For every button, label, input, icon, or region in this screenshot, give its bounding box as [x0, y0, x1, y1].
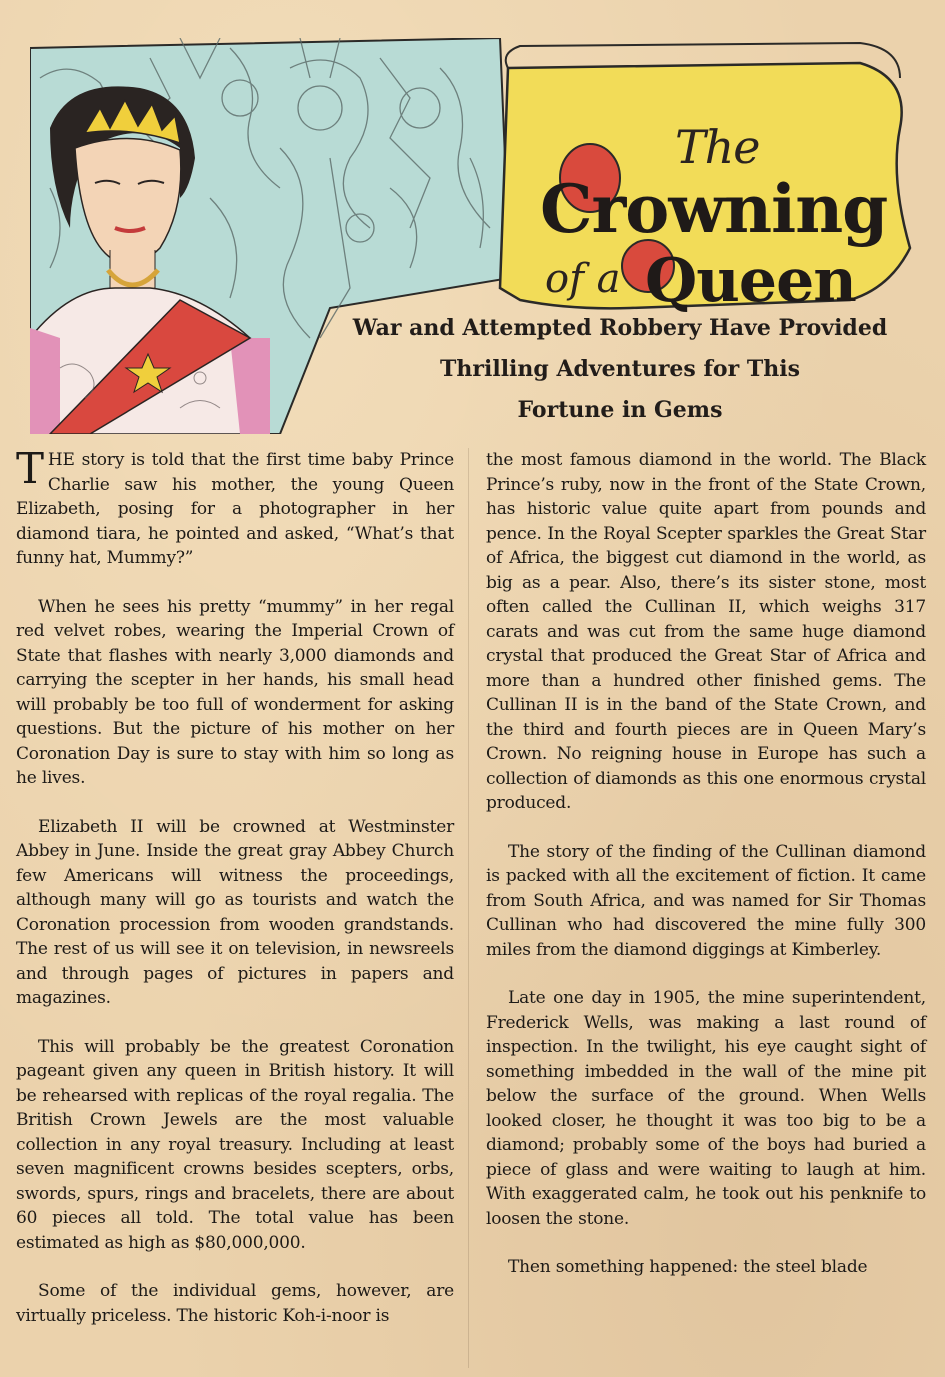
paragraph: Elizabeth II will be crowned at Westminster Abbey in June. Inside the great gray Abbey Church few Americans will witness the proceedings, although many will go as tourists and watch the Coronation procession from wooden grandstands. The rest of us will see it on television, in newsreels and through pages of pictures in papers and magazines.	[16, 816, 454, 1008]
paragraph: Then something happened: the steel blade	[508, 1257, 868, 1277]
subtitle-line-1: War and Attempted Robbery Have Provided	[352, 315, 888, 341]
paragraph	[16, 444, 454, 571]
title-the: The	[675, 120, 760, 174]
column-right	[486, 448, 926, 1304]
subtitle-line-2: Thrilling Adventures for This	[440, 356, 800, 382]
paragraph: When he sees his pretty “mummy” in her regal red velvet robes, wearing the Imperial Crown of State that flashes with nearly 3,000 diamonds and carrying the scepter in her hands, his small head will probably be too full of wonderment for asking questions. But the picture of his mother on her Coronation Day is sure to stay with him so long as he lives.	[16, 596, 454, 788]
paragraph: The story of the finding of the Cullinan diamond is packed with all the excitement of fiction. It came from South Africa, and was named for Sir Thomas Cullinan who had discovered the mine fully 300 miles from the diamond diggings at Kimberley.	[486, 841, 926, 960]
title-queen: Queen	[645, 246, 856, 316]
paragraph: Late one day in 1905, the mine superintendent, Frederick Wells, was making a last round of inspection. In the twilight, his eye caught sight of something imbedded in the wall of the mine pit below the surface of the ground. When Wells looked closer, he thought it was too big to be a diamond; probably some of the boys had buried a piece of glass and were waiting to laugh at him. With exaggerated calm, he took out his penknife to loosen the stone.	[486, 988, 926, 1229]
subtitle	[300, 308, 940, 431]
column-gutter	[468, 448, 469, 1368]
title-crowning: Crowning	[540, 170, 888, 248]
subtitle-line-3: Fortune in Gems	[517, 397, 723, 423]
drop-cap: T	[16, 444, 44, 493]
column-left	[16, 444, 454, 1352]
paragraph: the most famous diamond in the world. The Black Prince’s ruby, now in the front of the State Crown, has historic value quite apart from pounds and pence. In the Royal Scepter sparkles the Great Star of Africa, the biggest cut diamond in the world, as big as a pear. Also, there’s its sister stone, most often called the Cullinan II, which weighs 317 carats and was cut from the same huge diamond crystal that produced the Great Star of Africa and more than a hundred other finished gems. The Cullinan II is in the band of the State Crown, and the third and fourth pieces are in Queen Mary’s Crown. No reigning house in Europe has such a collection of diamonds as this one enormous crystal produced.	[486, 450, 926, 813]
paragraph: Some of the individual gems, however, are virtually priceless. The historic Koh-i-noor is	[16, 1281, 454, 1326]
title-of-a: of a	[545, 256, 621, 302]
paragraph-text: HE story is told that the first time baby Prince Charlie saw his mother, the young Queen Elizabeth, posing for a photographer in her diamond tiara, he pointed and asked, “What’s that funny hat, Mummy?”	[16, 450, 454, 568]
paragraph: This will probably be the greatest Coronation pageant given any queen in British history. It will be rehearsed with replicas of the royal regalia. The British Crown Jewels are the most valuable collection in any royal treasury. Including at least seven magnificent crowns besides scepters, orbs, swords, spurs, rings and bracelets, there are about 60 pieces all told. The total value has been estimated as high as $80,000,000.	[16, 1036, 454, 1253]
